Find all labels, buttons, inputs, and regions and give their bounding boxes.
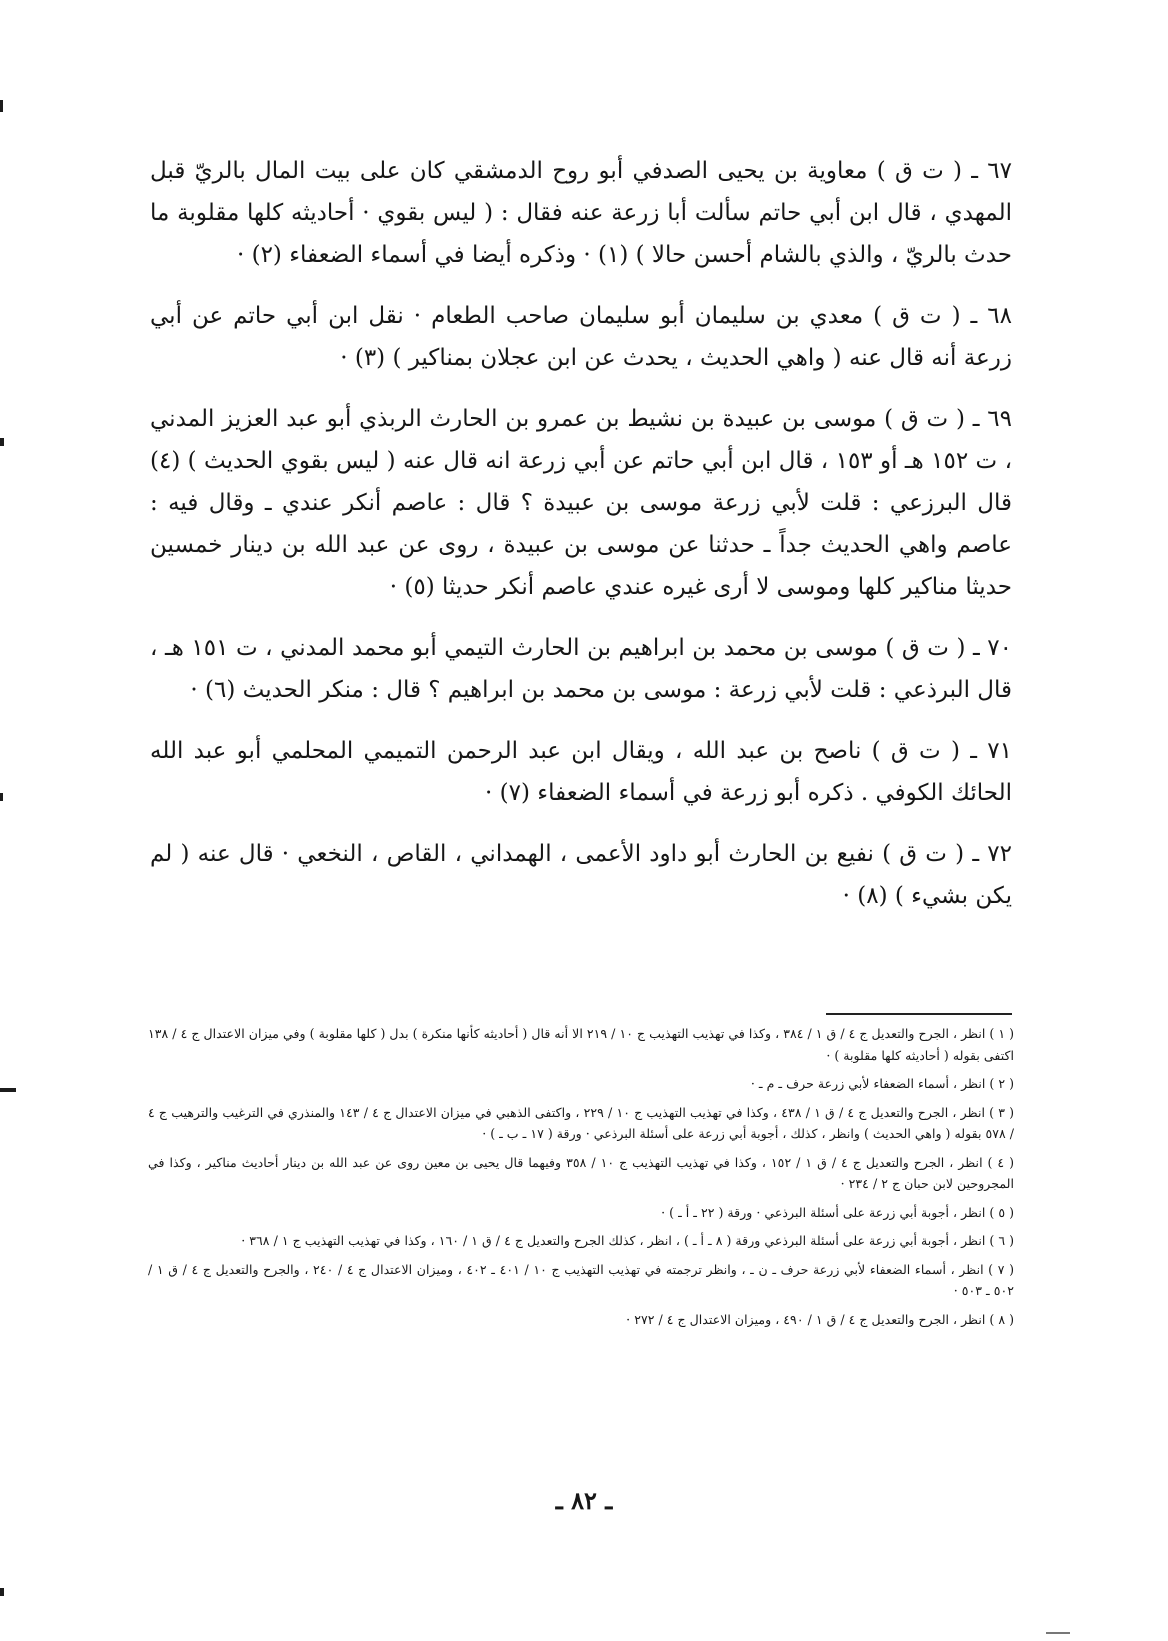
entry-72: ٧٢ ـ ( ت ق ) نفيع بن الحارث أبو داود الأعمى ، الهمداني ، القاص ، النخعي · قال عنه ( لم يكن بشيء ) (٨) · xyxy=(150,841,1012,909)
scan-mark xyxy=(0,1588,4,1596)
scan-mark xyxy=(0,793,3,801)
entry-68: ٦٨ ـ ( ت ق ) معدي بن سليمان أبو سليمان صاحب الطعام · نقل ابن أبي حاتم عن أبي زرعة أنه قال عنه ( واهي الحديث ، يحدث عن ابن عجلان بمناكير ) (٣) · xyxy=(150,303,1012,371)
entry-69: ٦٩ ـ ( ت ق ) موسى بن عبيدة بن نشيط بن عمرو بن الحارث الربذي أبو عبد العزيز المدني ، ت ١٥٢ هـ أو ١٥٣ ، قال ابن أبي حاتم عن أبي زرعة انه قال عنه ( ليس بقوي الحديث ) (٤) قال البرزعي : قلت لأبي زرعة موسى بن عبيدة ؟ قال : عاصم أنكر عندي ـ وقال فيه : عاصم واهي الحديث جداً ـ حدثنا عن موسى بن عبيدة ، روى عن عبد الله بن دينار خمسين حديثا مناكير كلها وموسى لا أرى غيره عندي عاصم أنكر حديثا (٥) · xyxy=(150,406,1012,600)
entry-71: ٧١ ـ ( ت ق ) ناصح بن عبد الله ، ويقال ابن عبد الرحمن التميمي المحلمي أبو عبد الله الحائك الكوفي . ذكره أبو زرعة في أسماء الضعفاء (٧) · xyxy=(150,738,1012,806)
footnotes xyxy=(148,1023,1014,1337)
footnote-7: ( ٧ ) انظر ، أسماء الضعفاء لأبي زرعة حرف ـ ن ـ ، وانظر ترجمته في تهذيب التهذيب ج ١٠ / ٤٠١ ـ ٤٠٢ ، وميزان الاعتدال ج ٤ / ٢٤٠ ، والجرح والتعديل ج ٤ / ق ١ / ٥٠٢ ـ ٥٠٣ · xyxy=(148,1261,1014,1298)
footnote-5: ( ٥ ) انظر ، أجوبة أبي زرعة على أسئلة البرذعي · ورقة ( ٢٢ ـ أ ـ ) · xyxy=(661,1204,1014,1220)
scan-mark xyxy=(0,438,4,446)
main-text xyxy=(150,150,1012,936)
entry-70: ٧٠ ـ ( ت ق ) موسى بن محمد بن ابراهيم بن الحارث التيمي أبو محمد المدني ، ت ١٥١ هـ ، قال البرذعي : قلت لأبي زرعة : موسى بن محمد بن ابراهيم ؟ قال : منكر الحديث (٦) · xyxy=(150,635,1012,703)
footnote-2: ( ٢ ) انظر ، أسماء الضعفاء لأبي زرعة حرف ـ م ـ · xyxy=(750,1076,1014,1091)
footnote-3: ( ٣ ) انظر ، الجرح والتعديل ج ٤ / ق ١ / ٤٣٨ ، وكذا في تهذيب التهذيب ج ١٠ / ٢٢٩ ، واكتفى الذهبي في ميزان الاعتدال ج ٤ / ١٤٣ والمنذري في الترغيب والترهيب ج ٤ / ٥٧٨ بقوله ( واهي الحديث ) وانظر ، كذلك ، أجوبة أبي زرعة على أسئلة البرذعي · ورقة ( ١٧ ـ ب ـ ) · xyxy=(148,1104,1015,1141)
scan-mark xyxy=(1046,1632,1070,1634)
footnote-6: ( ٦ ) انظر ، أجوبة أبي زرعة على أسئلة البرذعي ورقة ( ٨ ـ أ ـ ) ، انظر ، كذلك الجرح والتعديل ج ٤ / ق ١ / ١٦٠ ، وكذا في تهذيب التهذيب ج ١ / ٣٦٨ · xyxy=(241,1233,1014,1248)
footnote-separator xyxy=(826,1013,1012,1015)
entry-67: ٦٧ ـ ( ت ق ) معاوية بن يحيى الصدفي أبو روح الدمشقي كان على بيت المال بالريّ قبل المهدي ، قال ابن أبي حاتم سألت أبا زرعة عنه فقال : ( ليس بقوي · أحاديثه كلها مقلوبة ما حدث بالريّ ، والذي بالشام أحسن حالا ) (١) · وذكره أيضا في أسماء الضعفاء (٢) · xyxy=(150,158,1012,268)
footnote-4: ( ٤ ) انظر ، الجرح والتعديل ج ٤ / ق ١ / ١٥٢ ، وكذا في تهذيب التهذيب ج ١٠ / ٣٥٨ وفيهما قال يحيى بن معين روى عن عبد الله بن دينار أحاديث مناكير ، وكذا في المجروحين لابن حبان ج ٢ / ٢٣٤ · xyxy=(148,1154,1015,1191)
page-number: ـ ٨٢ ـ xyxy=(555,1486,613,1515)
scan-mark xyxy=(0,100,3,112)
scan-mark xyxy=(0,1088,16,1092)
footnote-8: ( ٨ ) انظر ، الجرح والتعديل ج ٤ / ق ١ / ٤٩٠ ، وميزان الاعتدال ج ٤ / ٢٧٢ · xyxy=(626,1311,1014,1327)
footnote-1: ( ١ ) انظر ، الجرح والتعديل ج ٤ / ق ١ / ٣٨٤ ، وكذا في تهذيب التهذيب ج ١٠ / ٢١٩ الا أنه قال ( أحاديثه كأنها منكرة ) بدل ( كلها مقلوبة ) وفي ميزان الاعتدال ج ٤ / ١٣٨ اكتفى بقوله ( أحاديثه كلها مقلوبة ) · xyxy=(148,1026,1015,1063)
